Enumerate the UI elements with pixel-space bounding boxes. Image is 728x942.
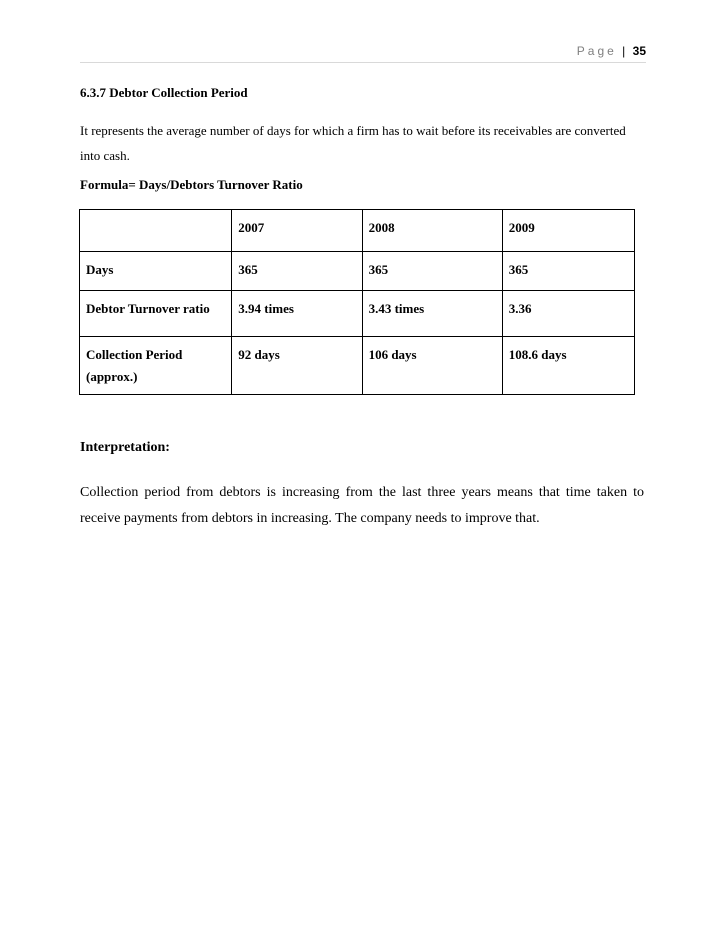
table-cell: 365 bbox=[502, 252, 634, 291]
table-cell: 106 days bbox=[362, 337, 502, 395]
table-cell: 92 days bbox=[232, 337, 362, 395]
interpretation-heading: Interpretation: bbox=[80, 440, 170, 455]
table-cell: 365 bbox=[232, 252, 362, 291]
row-label: Debtor Turnover ratio bbox=[80, 291, 232, 337]
row-label: Collection Period (approx.) bbox=[80, 337, 232, 395]
table-row bbox=[80, 291, 635, 337]
table-cell: 3.94 times bbox=[232, 291, 362, 337]
table-header-cell: 2007 bbox=[232, 210, 362, 252]
table-cell: 3.36 bbox=[502, 291, 634, 337]
table-cell: 108.6 days bbox=[502, 337, 634, 395]
table-header-cell bbox=[80, 210, 232, 252]
page-number: 35 bbox=[632, 44, 646, 58]
debtor-collection-table bbox=[79, 209, 635, 395]
page-label: Page bbox=[576, 44, 617, 58]
table-cell: 365 bbox=[362, 252, 502, 291]
interpretation-paragraph: Collection period from debtors is increasing from the last three years means that time taken to receive payments from debtors in increasing. The company needs to improve that. bbox=[80, 485, 644, 526]
formula-line: Formula= Days/Debtors Turnover Ratio bbox=[80, 177, 303, 192]
table-row bbox=[80, 252, 635, 291]
row-label: Days bbox=[80, 252, 232, 291]
page-header bbox=[80, 40, 646, 63]
table-row bbox=[80, 337, 635, 395]
page-separator: | bbox=[622, 44, 626, 58]
table-header-row bbox=[80, 210, 635, 252]
table-header-cell: 2009 bbox=[502, 210, 634, 252]
table-header-cell: 2008 bbox=[362, 210, 502, 252]
section-heading: 6.3.7 Debtor Collection Period bbox=[80, 85, 248, 100]
intro-paragraph: It represents the average number of days for which a firm has to wait before its receivables are converted into cash. bbox=[80, 123, 626, 163]
table-cell: 3.43 times bbox=[362, 291, 502, 337]
